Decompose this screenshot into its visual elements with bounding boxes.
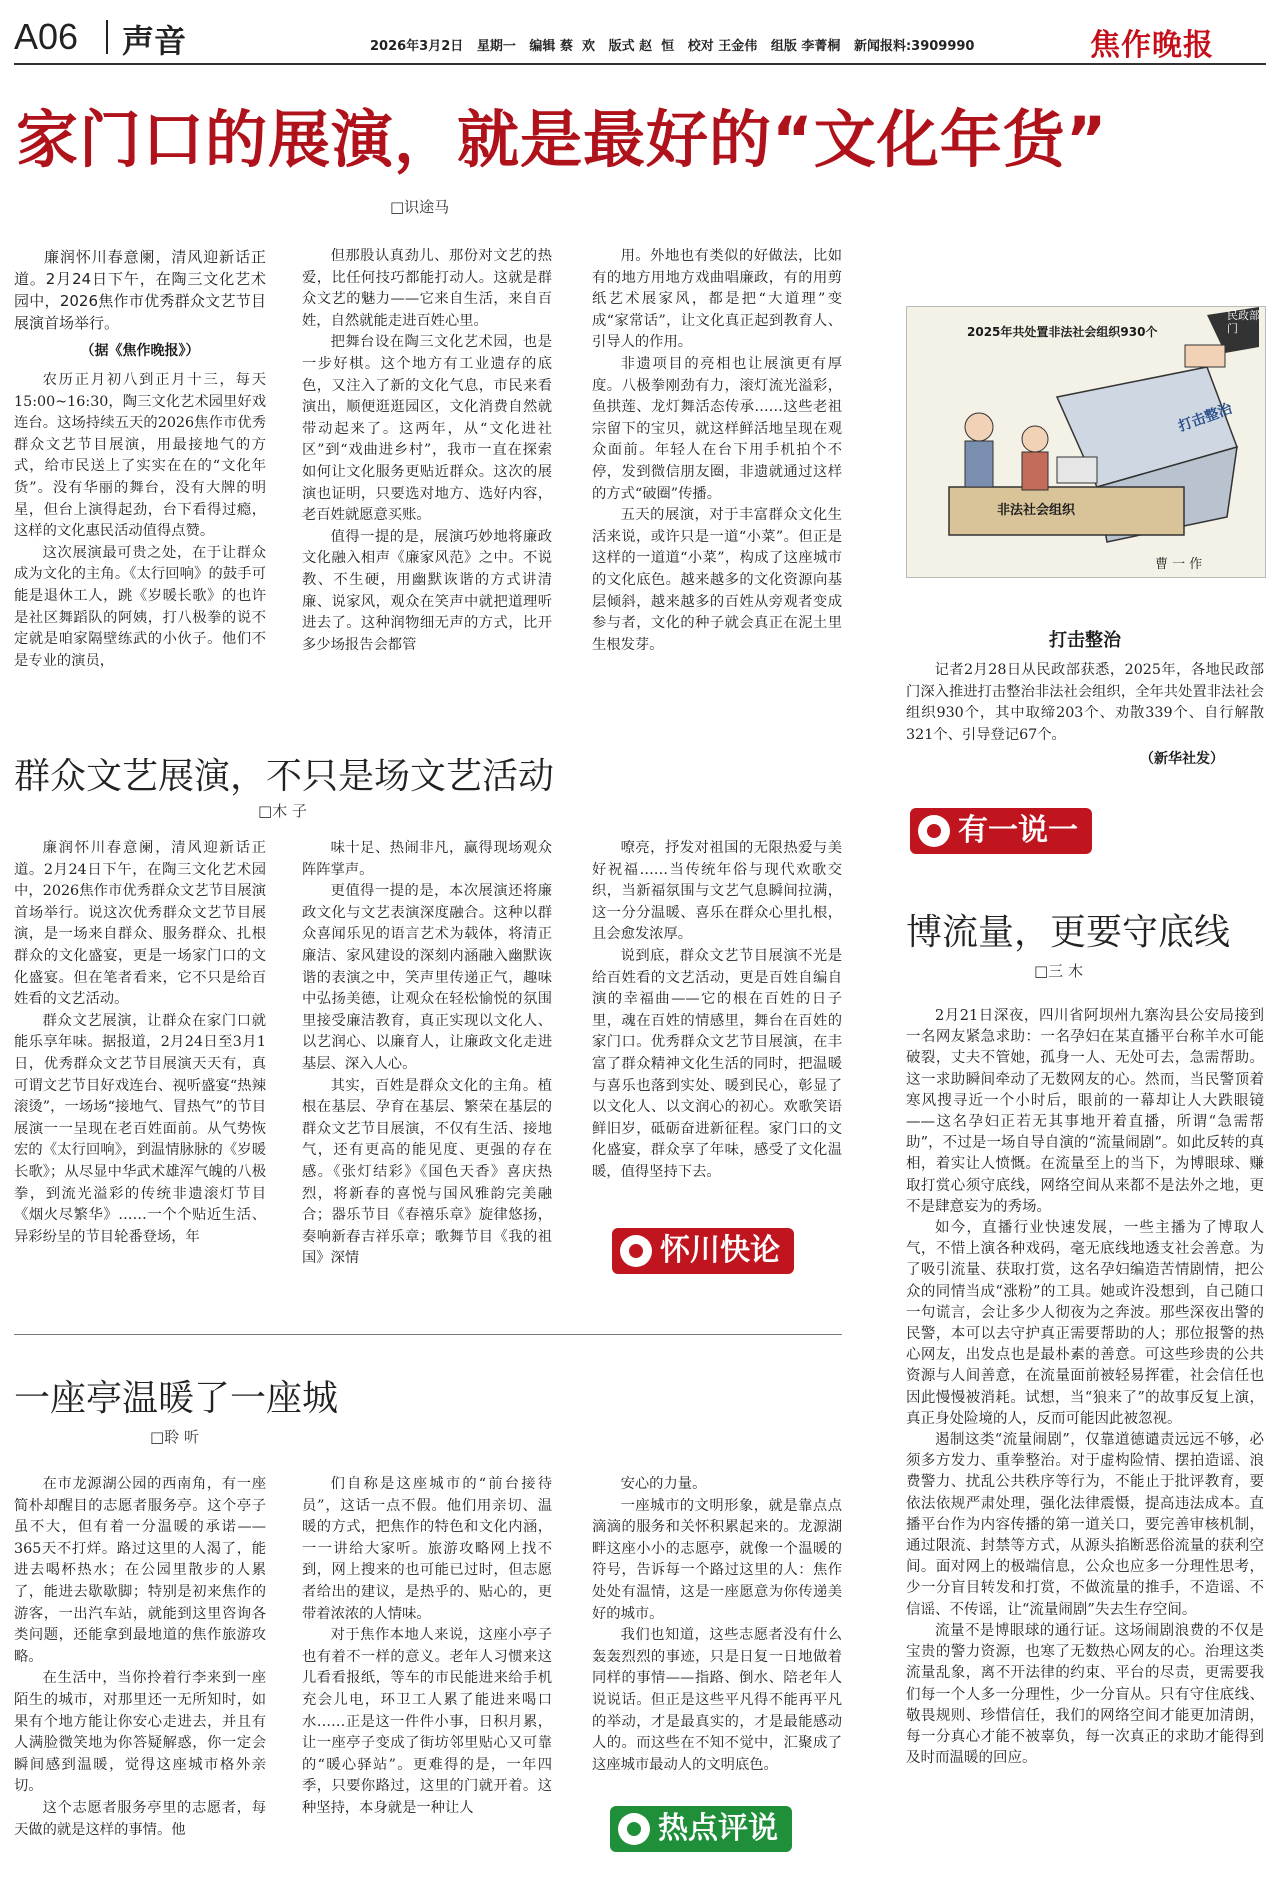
- article3-byline: □聆 听: [150, 1428, 199, 1446]
- paragraph: 在市龙源湖公园的西南角，有一座简朴却醒目的志愿者服务亭。这个亭子虽不大，但有着一分温暖的承诺——365天不打烊。路过这里的人渴了，能进去喝杯热水；在公园里散步的人累了，能进去歇歇脚；特别是初来焦作的游客，一出汽车站，就能到这里咨询各类问题，还能拿到最地道的焦作旅游攻略。: [14, 1476, 266, 1665]
- paragraph: 们自称是这座城市的“前台接待员”，这话一点不假。他们用亲切、温暖的方式，把焦作的特色和文化内涵，一一讲给大家听。旅游攻略网上找不到，网上搜来的也可能已过时，但志愿者给出的建议，是热乎的、贴心的，更带着浓浓的人情味。: [302, 1476, 552, 1622]
- article4-byline: □三 木: [1034, 962, 1083, 980]
- paragraph: 这次展演最可贵之处，在于让群众成为文化的主角。《太行回响》的鼓手可能是退休工人，跳《岁暖长歌》的也许是社区舞蹈队的阿姨，打八极拳的说不定就是咱家隔壁练武的小伙子。他们不是专业的演员，: [14, 544, 266, 669]
- article2-headline: 群众文艺展演，不只是场文艺活动: [14, 756, 555, 797]
- paragraph: 一座城市的文明形象，就是靠点点滴滴的服务和关怀积累起来的。龙源湖畔这座小小的志愿亭，就像一个温暖的符号，告诉每一个路过这里的人：焦作处处有温情，这是一座愿意为你传递美好的城市。: [592, 1497, 842, 1622]
- cartoon-table-label: 非法社会组织: [997, 503, 1076, 518]
- cartoon-banner: 2025年共处置非法社会组织930个: [967, 325, 1158, 339]
- tag-huaichuan: [612, 1228, 794, 1274]
- article2-col2: [302, 838, 552, 1270]
- paragraph: 群众文艺展演，让群众在家门口就能乐享年味。据报道，2月24日至3月1日，优秀群众文艺节目展演天天有，真可谓文艺节目好戏连台、视听盛宴“热辣滚烫”，一场场“接地气、冒热气”的节目展演一一呈现在老百姓面前。从气势恢宏的《太行回响》，到温情脉脉的《岁暖长歌》；从尽显中华武术雄浑气魄的八极拳，到流光溢彩的传统非遗滚灯节目《烟火尽繁华》……一个个贴近生活、异彩纷呈的节目轮番登场，年: [14, 1012, 266, 1245]
- header-rule: [14, 63, 1266, 65]
- paragraph: 非遗项目的亮相也让展演更有厚度。八极拳刚劲有力，滚灯流光溢彩，鱼拱莲、龙灯舞活态传承……这些老祖宗留下的宝贝，就这样鲜活地呈现在观众面前。年轻人在台下用手机拍个不停，发到微信朋友圈，非遗就通过这样的方式“破圈”传播。: [592, 355, 842, 502]
- paragraph: 味十足、热闹非凡，赢得现场观众阵阵掌声。: [302, 840, 552, 878]
- paragraph: 农历正月初八到正月十三，每天15:00~16:30，陶三文化艺术园里好戏连台。这场持续五天的2026焦作市优秀群众文艺节目展演，用最接地气的方式，给市民送上了实实在在的“文化年货”。没有华丽的舞台，没有大牌的明星，但台上演得起劲，台下看得过瘾，这样的文化惠民活动值得点赞。: [14, 372, 266, 540]
- article1-col3: [592, 246, 842, 656]
- tag-youyi-label: 有一说一: [958, 813, 1078, 848]
- paragraph: 安心的力量。: [620, 1476, 707, 1492]
- tag-redian-label: 热点评说: [658, 1811, 778, 1846]
- cartoon-drawing: [907, 307, 1265, 577]
- paragraph: 廉润怀川春意阑，清风迎新话正道。2月24日下午，在陶三文化艺术园中，2026焦作市优秀群众文艺节目展演首场举行。说这次优秀群众文艺节目展演，是一场来自群众、服务群众、扎根群众的文化盛宴，更是一场家门口的文化盛宴。但在笔者看来，它不只是给百姓看的文艺活动。: [14, 840, 266, 1008]
- article4-headline: 博流量，更要守底线: [906, 912, 1231, 953]
- paragraph: 说到底，群众文艺节目展演不光是给百姓看的文艺活动，更是百姓自编自演的幸福曲——它的根在百姓的日子里，魂在百姓的情感里，舞台在百姓的家门口。优秀群众文艺节目展演，在丰富了群众精神文化生活的同时，把温暖与喜乐也落到实处、暖到民心，彰显了以文化人、以文润心的初心。欢歌笑语鲜旧岁，砥砺奋进新征程。家门口的文化盛宴，群众享了年味，感受了文化温暖，值得坚持下去。: [592, 947, 842, 1180]
- article1-lead-column: [14, 246, 266, 672]
- section-name: 声音: [122, 22, 187, 60]
- newspaper-logo: 焦作晚报: [1090, 28, 1214, 63]
- article3-col1: [14, 1474, 266, 1841]
- paragraph: 如今，直播行业快速发展，一些主播为了博取人气，不惜上演各种戏码，毫无底线地透支社会善意。为了吸引流量、获取打赏，这名孕妇编造苦情剧情，把公众的同情当成“涨粉”的工具。她或许没想到，自己随口一句谎言，会让多少人彻夜为之奔波。那些深夜出警的民警，本可以去守护真正需要帮助的人；那位报警的热心网友，出发点也是最朴素的善意。可这些珍贵的公共资源与人间善意，在流量面前被轻易挥霍，社会信任也因此慢慢被消耗。试想，当“狼来了”的故事反复上演，真正身处险境的人，反而可能因此被忽视。: [906, 1220, 1264, 1427]
- paragraph: 我们也知道，这些志愿者没有什么轰轰烈烈的事迹，只是日复一日地做着同样的事情——指路、倒水、陪老年人说说话。但正是这些平凡得不能再平凡的举动，才是最真实的，才是最能感动人的。而这些在不知不觉中，汇聚成了这座城市最动人的文明底色。: [592, 1627, 842, 1773]
- tag-huaichuan-label: 怀川快论: [660, 1233, 780, 1268]
- article1-source: （据《焦作晚报》）: [80, 343, 200, 359]
- paragraph: 其实，百姓是群众文化的主角。植根在基层、孕育在基层、繁荣在基层的群众文艺节目展演，不仅有生活、接地气，还有更高的能见度、更强的存在感。《张灯结彩》《国色天香》喜庆热烈，将新春的喜悦与国风雅韵完美融合；器乐节目《春禧乐章》旋律悠扬，奏响新春吉祥乐章；歌舞节目《我的祖国》深情: [302, 1077, 552, 1267]
- cartoon-box-label: 打击整治: [1176, 400, 1235, 436]
- paragraph: 值得一提的是，展演巧妙地将廉政文化融入相声《廉家风范》之中。不说教、不生硬，用幽默诙谐的方式讲清廉、说家风，观众在笑声中就把道理听进去了。这种润物细无声的方式，比开多少场报告会都管: [302, 528, 552, 653]
- paragraph: 五天的展演，对于丰富群众文化生活来说，或许只是一道“小菜”。但正是这样的一道道“小菜”，构成了这座城市的文化底色。越来越多的文化资源向基层倾斜，越来越多的百姓从旁观者变成参与者，文化的种子就会真正在泥土里生根发芽。: [592, 507, 842, 653]
- tag-youyi: [910, 808, 1092, 854]
- main-headline: 家门口的展演，就是最好的“文化年货”: [16, 103, 1108, 176]
- article3-col2: [302, 1474, 552, 1820]
- paragraph: 用。外地也有类似的好做法，比如有的地方用地方戏曲唱廉政，有的用剪纸艺术展家风，都是把“大道理”变成“家常话”，让文化真正起到教育人、引导人的作用。: [592, 248, 842, 351]
- article2-byline: □木 子: [258, 802, 307, 820]
- paragraph: 这个志愿者服务亭里的志愿者，每天做的就是这样的事情。他: [14, 1799, 266, 1838]
- cartoon-illustration: [906, 306, 1266, 578]
- paragraph: 对于焦作本地人来说，这座小亭子也有着不一样的意义。老年人习惯来这儿看看报纸，等车的市民能进来给手机充会儿电，环卫工人累了能进来喝口水……正是这一件件小事，日积月累，让一座亭子变成了街坊邻里贴心又可靠的“暖心驿站”。更难得的是，一年四季，只要你路过，这里的门就开着。这种坚持，本身就是一种让人: [302, 1627, 552, 1816]
- paragraph: 但那股认真劲儿、那份对文艺的热爱，比任何技巧都能打动人。这就是群众文艺的魅力——它来自生活，来自百姓，自然就能走进百姓心里。: [302, 248, 552, 329]
- cartoon-hand-label: 民政部门: [1227, 309, 1260, 335]
- article4-col: [906, 1006, 1264, 1769]
- tag-redian: [610, 1806, 792, 1852]
- paragraph: 2月21日深夜，四川省阿坝州九寨沟县公安局接到一名网友紧急求助：一名孕妇在某直播平台称羊水可能破裂，丈夫不管她，孤身一人、无处可去，急需帮助。这一求助瞬间牵动了无数网友的心。然而，当民警顶着寒风搜寻近一个小时后，眼前的一幕却让人大跌眼镜——这名孕妇正若无其事地开着直播，所谓“急需帮助”，不过是一场自导自演的“流量闹剧”。如此反转的真相，着实让人愤慨。在流量至上的当下，为博眼球、赚取打赏心须守底线，网络空间从来都不是法外之地，更不是肆意妄为的秀场。: [906, 1008, 1264, 1215]
- paragraph: 把舞台设在陶三文化艺术园，也是一步好棋。这个地方有工业遗存的底色，又注入了新的文化气息，市民来看演出，顺便逛逛园区，文化消费自然就带动起来了。这两年，从“文化进社区”到“戏曲进乡村”，我市一直在探索如何让文化服务更贴近群众。这次的展演也证明，只要选对地方、选好内容，老百姓就愿意买账。: [302, 334, 552, 524]
- article1-col2: [302, 246, 552, 656]
- article1-byline: □识途马: [390, 198, 450, 216]
- section-divider: [14, 1334, 842, 1335]
- article1-col1: [14, 370, 266, 672]
- cartoon-source: （新华社发）: [1140, 751, 1224, 767]
- paragraph: 嘹亮，抒发对祖国的无限热爱与美好祝福……当传统年俗与现代欢歌交织，当新福氛围与文艺气息瞬间拉满，这一分分温暖、喜乐在群众心里扎根，且会愈发浓厚。: [592, 840, 842, 943]
- tag-badge-icon: [918, 815, 950, 847]
- article3-col3: [592, 1474, 842, 1776]
- article2-col3: [592, 838, 842, 1184]
- article3-headline: 一座亭温暖了一座城: [14, 1378, 339, 1419]
- paragraph: 流量不是博眼球的通行证。这场闹剧浪费的不仅是宝贵的警力资源，也寒了无数热心网友的心。治理这类流量乱象，离不开法律的约束、平台的尽责，更需要我们每一个人多一分理性，少一分盲从。只有守住底线、敬畏规则、珍惜信任，我们的网络空间才能更加清朗，每一分真心才能不被辜负，每一次真正的求助才能得到及时而温暖的回应。: [906, 1622, 1264, 1767]
- cartoon-text: 记者2月28日从民政部获悉，2025年，各地民政部门深入推进打击整治非法社会组织，全年共处置非法社会组织930个，其中取缔203个、劝散339个、自行解散321个、引导登记67个。: [906, 662, 1264, 743]
- paragraph: 更值得一提的是，本次展演还将廉政文化与文艺表演深度融合。这种以群众喜闻乐见的语言艺术为载体，将清正廉洁、家风建设的深刻内涵融入幽默诙谐的表演之中，笑声里传递正气，趣味中弘扬美德，让观众在轻松愉悦的氛围里接受廉洁教育，真正实现以文化人、以艺润心、以廉育人，让廉政文化走进基层、深入人心。: [302, 883, 552, 1072]
- cartoon-caption: 打击整治: [1049, 630, 1121, 651]
- page-number: A06: [14, 16, 79, 57]
- article1-lead: 廉润怀川春意阑，清风迎新话正道。2月24日下午，在陶三文化艺术园中，2026焦作市优秀群众文艺节目展演首场举行。: [14, 248, 266, 332]
- header-divider: [106, 20, 108, 54]
- cartoon-credit: 曹 一 作: [1155, 557, 1203, 572]
- paragraph: 遏制这类“流量闹剧”，仅靠道德谴责远远不够，必须多方发力、重拳整治。对于虚构险情、摆拍造谣、浪费警力、扰乱公共秩序等行为，不能止于批评教育，要依法依规严肃处理，强化法律震慑，提高违法成本。直播平台作为内容传播的第一道关口，要完善审核机制，通过限流、封禁等方式，从源头掐断恶俗流量的获利空间。面对网上的极端信息，公众也应多一分理性思考，少一分盲目转发和打赏，不做流量的推手，不造谣、不信谣、不传谣，让“流量闹剧”失去生存空间。: [906, 1432, 1264, 1618]
- paragraph: 在生活中，当你拎着行李来到一座陌生的城市，对那里还一无所知时，如果有个地方能让你安心走进去，并且有人满脸微笑地为你答疑解惑，你一定会瞬间感到温暖，觉得这座城市格外亲切。: [14, 1670, 266, 1795]
- edition-meta: 2026年3月2日 星期一 编辑 蔡 欢 版式 赵 恒 校对 王金伟 组版 李菁桐 新闻报料:3909990: [370, 39, 975, 54]
- wifi-icon: [618, 1813, 650, 1845]
- article2-col1: [14, 838, 266, 1248]
- tag-badge-icon: [620, 1235, 652, 1267]
